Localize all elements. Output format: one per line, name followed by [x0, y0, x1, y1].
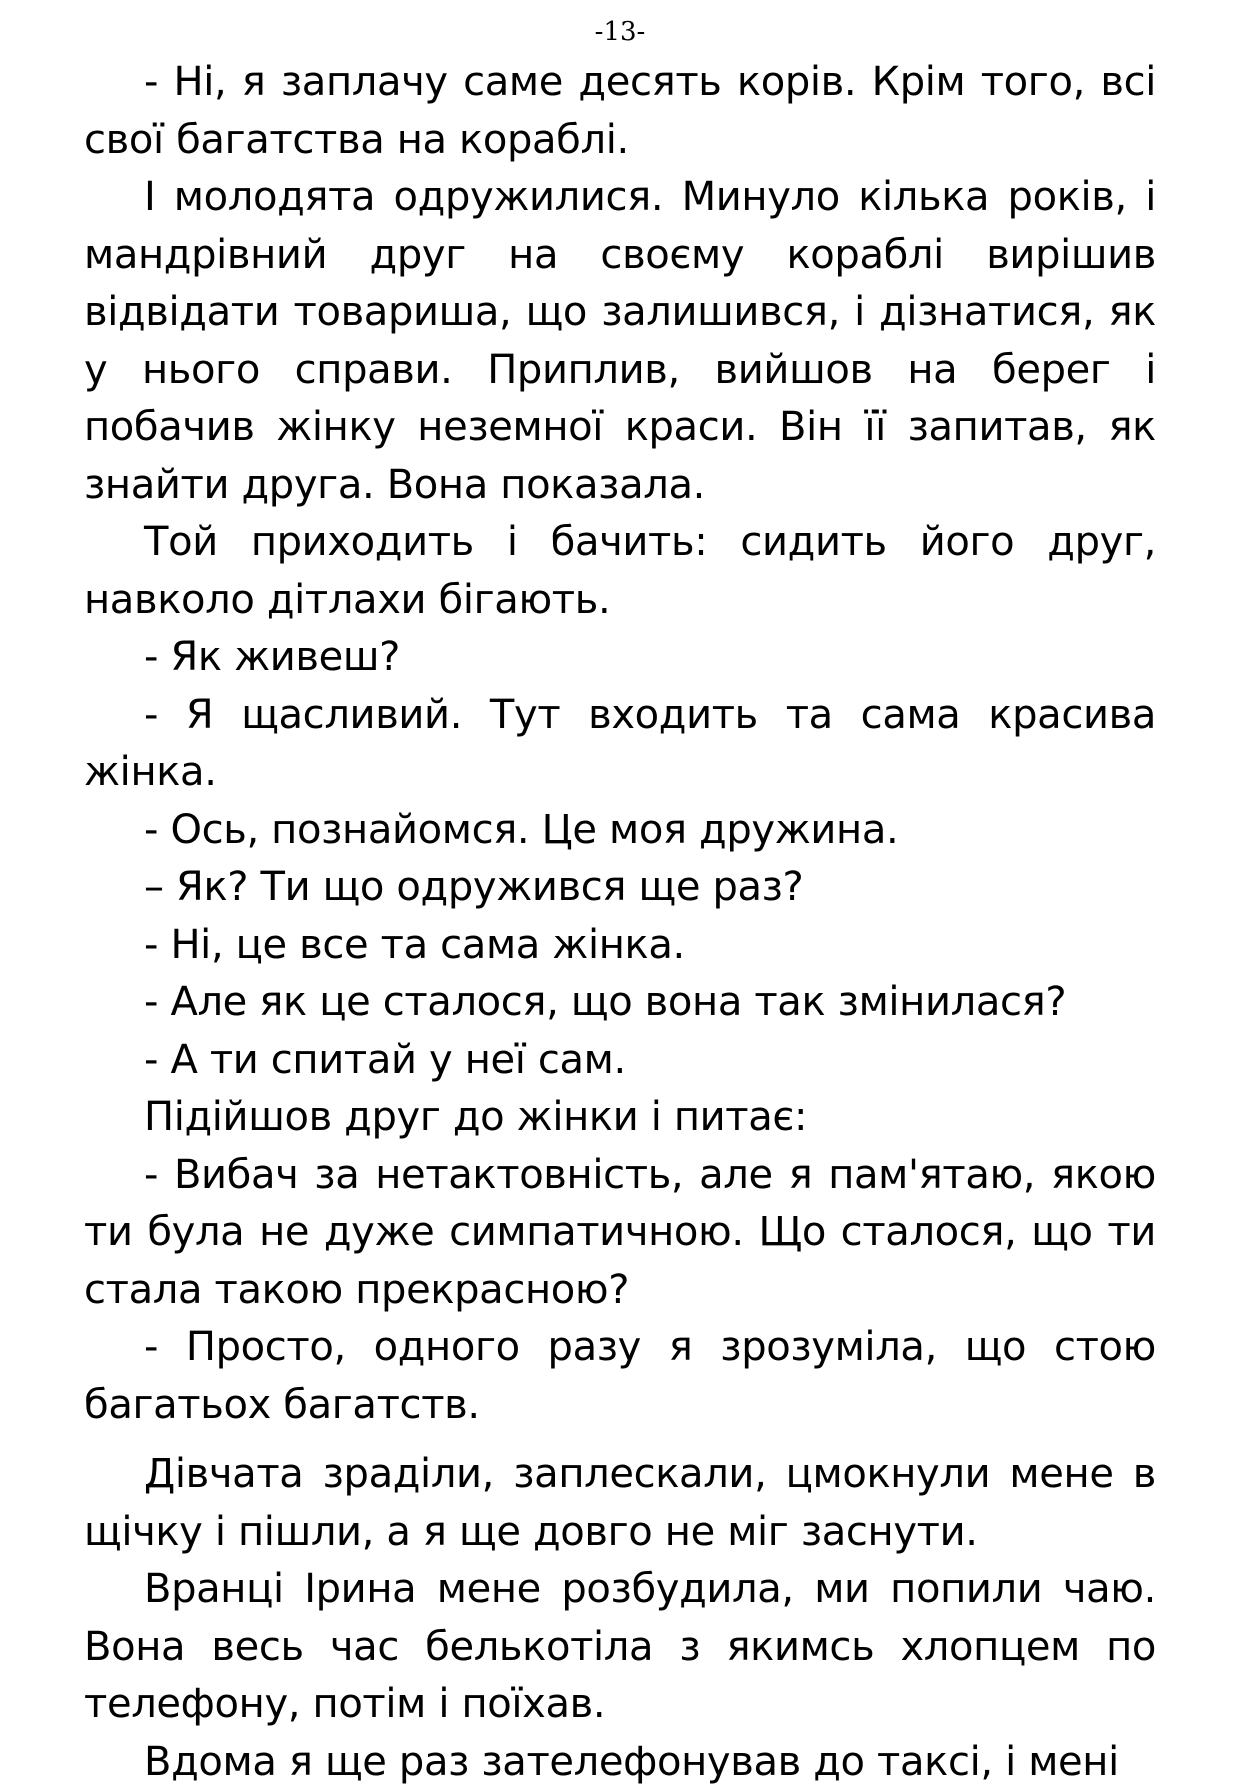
paragraph: - А ти спитай у неї сам. — [84, 1032, 1156, 1090]
paragraph: Той приходить і бачить: сидить його друг, навколо дітлахи бігають. — [84, 514, 1156, 629]
body-text — [84, 54, 1156, 1791]
page-number: -13- — [0, 14, 1240, 50]
paragraph: - Ні, я заплачу саме десять корів. Крім того, всі свої багатства на кораблі. — [84, 54, 1156, 169]
paragraph: - Ось, познайомся. Це моя дружина. — [84, 802, 1156, 860]
paragraph: Вдома я ще раз зателефонував до таксі, і мені — [84, 1734, 1156, 1791]
paragraph: Вранці Ірина мене розбудила, ми попили чаю. Вона весь час белькотіла з якимсь хлопцем по телефону, потім і поїхав. — [84, 1561, 1156, 1734]
paragraph: Дівчата зраділи, заплескали, цмокнули мене в щічку і пішли, а я ще довго не міг заснути. — [84, 1446, 1156, 1561]
paragraph: - Вибач за нетактовність, але я пам'ятаю, якою ти була не дуже симпатичною. Що сталося, що ти стала такою прекрасною? — [84, 1147, 1156, 1320]
paragraph: Підійшов друг до жінки і питає: — [84, 1089, 1156, 1147]
paragraph: І молодята одружилися. Минуло кілька років, і мандрівний друг на своєму кораблі вирішив відвідати товариша, що залишився, і дізнатися, як у нього справи. Приплив, вийшов на берег і побачив жінку неземної краси. Він її запитав, як знайти друга. Вона показала. — [84, 169, 1156, 514]
paragraph: - Просто, одного разу я зрозуміла, що стою багатьох багатств. — [84, 1319, 1156, 1434]
paragraph: – Як? Ти що одружився ще раз? — [84, 859, 1156, 917]
paragraph: - Як живеш? — [84, 629, 1156, 687]
paragraph: - Але як це сталося, що вона так змінилася? — [84, 974, 1156, 1032]
paragraph: - Я щасливий. Тут входить та сама красива жінка. — [84, 687, 1156, 802]
paragraph: - Ні, це все та сама жінка. — [84, 917, 1156, 975]
